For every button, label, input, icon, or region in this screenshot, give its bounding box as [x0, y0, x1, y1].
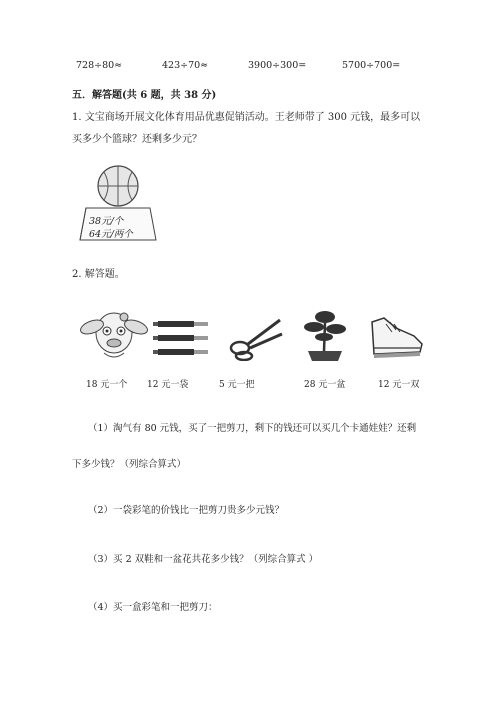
section-title: 五．解答题(共 6 题，共 38 分) — [72, 90, 217, 101]
subq1-line1: （1）淘气有 80 元钱，买了一把剪刀，剩下的钱还可以买几个卡通娃娃？还剩 — [88, 423, 417, 434]
price-tag-line2: 64元/两个 — [89, 229, 133, 240]
calc-item-2: 423÷70≈ — [162, 60, 209, 71]
subq4: （4）买一盒彩笔和一把剪刀： — [88, 602, 218, 613]
basketball-price-illustration — [78, 162, 168, 252]
price-label-1: 18 元一个 — [86, 380, 128, 390]
scissors-icon — [226, 316, 286, 361]
price-label-3: 5 元一把 — [219, 380, 255, 390]
cartoon-doll-icon — [74, 305, 154, 365]
sneaker-icon — [366, 314, 426, 362]
subq3: （3）买 2 双鞋和一盆花共花多少钱？（列综合算式 ） — [88, 554, 319, 565]
subq2: （2）一袋彩笔的价钱比一把剪刀贵多少元钱？ — [88, 505, 285, 516]
price-label-5: 12 元一双 — [378, 380, 420, 390]
bonsai-icon — [300, 309, 350, 364]
calc-item-1: 728÷80≈ — [76, 60, 123, 71]
q1-text-line2: 买多少个篮球？还剩多少元？ — [72, 134, 202, 145]
price-label-2: 12 元一袋 — [147, 380, 189, 390]
subq1-line2: 下多少钱？（列综合算式） — [72, 459, 187, 470]
q1-text-line1: 1. 文宝商场开展文化体育用品优惠促销活动。王老师带了 300 元钱，最多可以 — [72, 112, 421, 123]
q2-title: 2. 解答题。 — [72, 269, 125, 280]
price-label-4: 28 元一盆 — [304, 380, 346, 390]
calc-item-4: 5700÷700= — [342, 60, 401, 71]
calc-item-3: 3900÷300= — [248, 60, 307, 71]
price-tag-line1: 38元/个 — [89, 216, 124, 227]
markers-icon — [148, 315, 218, 360]
